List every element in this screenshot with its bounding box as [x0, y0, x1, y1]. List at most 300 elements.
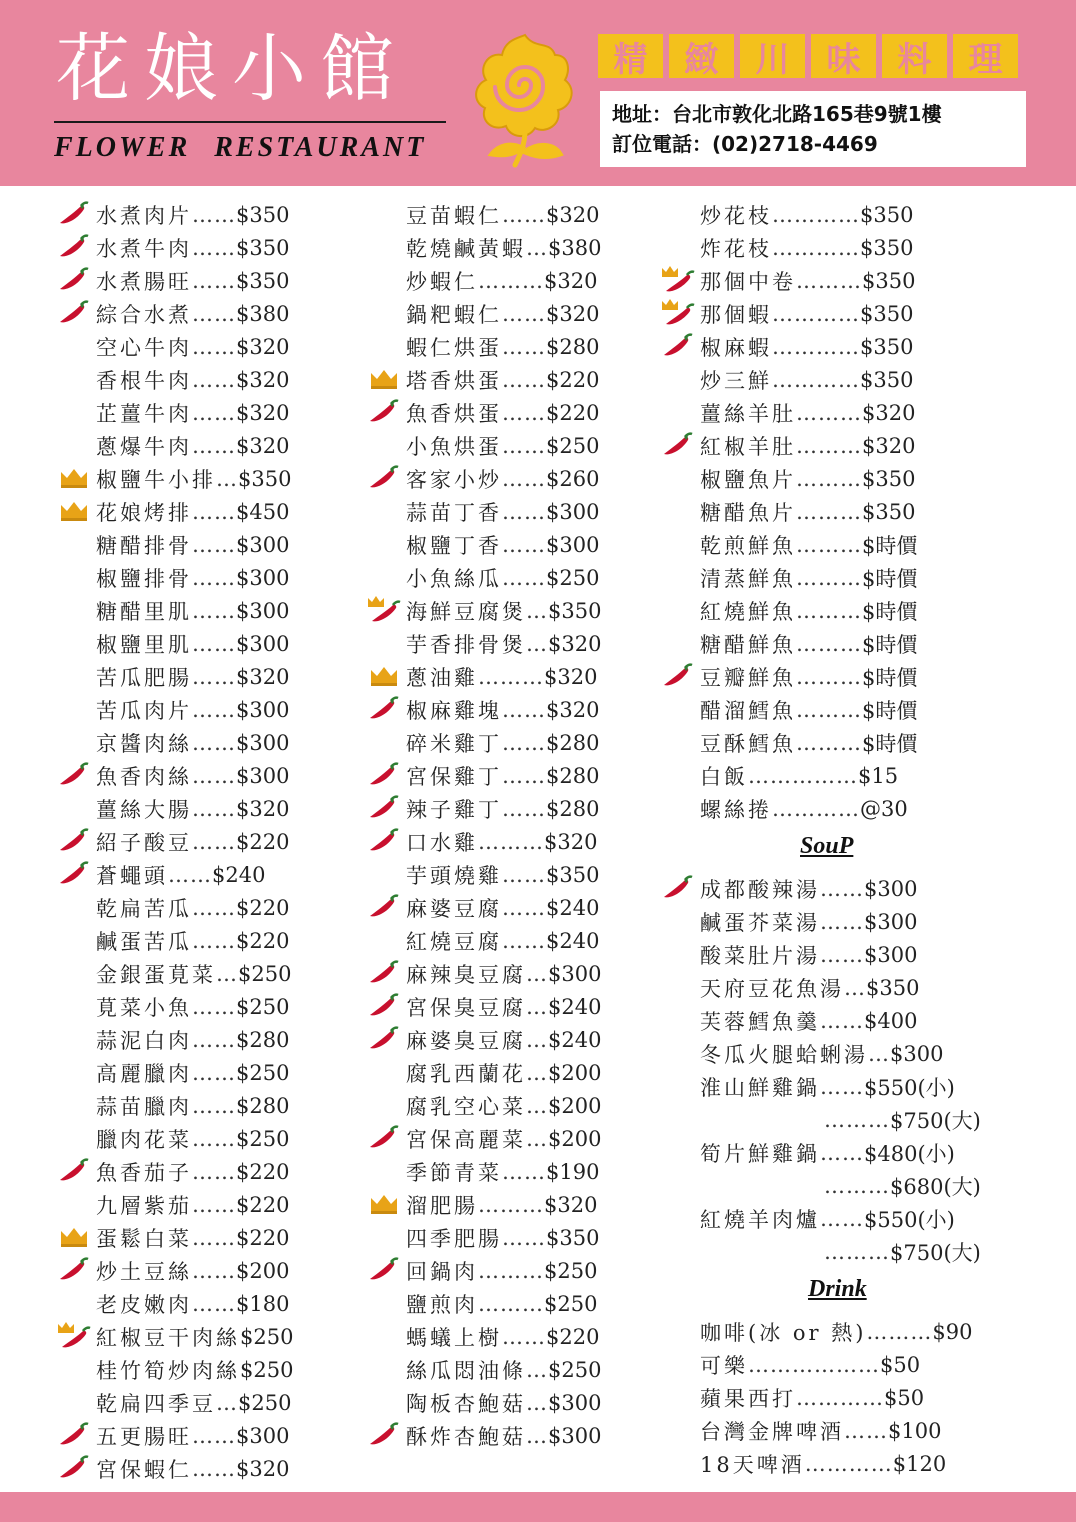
- item-name: 椒鹽排骨: [96, 566, 192, 591]
- leader-dots: ……: [820, 1140, 864, 1165]
- chili-icon: [56, 826, 92, 856]
- item-price: $100: [888, 1418, 942, 1443]
- item-name: 辣子雞丁: [406, 797, 502, 822]
- item-name: 紅燒鮮魚: [700, 599, 796, 624]
- menu-item: [56, 957, 291, 990]
- item-name: 麻婆豆腐: [406, 896, 502, 921]
- leader-dots: ………: [478, 1258, 544, 1283]
- chili-icon: [56, 1156, 92, 1186]
- menu-item: [660, 231, 913, 264]
- leader-dots: …………: [772, 235, 860, 260]
- item-price: $480(小): [864, 1141, 955, 1166]
- menu-item: [56, 561, 289, 594]
- chili-icon: [366, 1420, 402, 1450]
- item-name: 乾煎鮮魚: [700, 533, 796, 558]
- menu-item: [660, 462, 915, 495]
- item-price: $300: [864, 876, 918, 901]
- leader-dots: ……: [502, 862, 546, 887]
- leader-dots: …………: [772, 334, 860, 359]
- leader-dots: ………: [796, 268, 862, 293]
- item-name: 糖醋鮮魚: [700, 632, 796, 657]
- item-name: 豆苗蝦仁: [406, 203, 502, 228]
- leader-dots: ………: [796, 565, 862, 590]
- item-price: $300: [236, 598, 290, 623]
- item-price: $350: [546, 1225, 600, 1250]
- leader-dots: ………: [796, 466, 862, 491]
- item-price: $220: [546, 1324, 600, 1349]
- item-name: 炒蝦仁: [406, 269, 478, 294]
- leader-dots: ……: [192, 598, 236, 623]
- item-price: $400: [864, 1008, 918, 1033]
- item-name: 螞蟻上樹: [406, 1325, 502, 1350]
- item-price: $300: [236, 730, 290, 755]
- item-name: 魚香肉絲: [96, 764, 192, 789]
- leader-dots: ……: [192, 301, 236, 326]
- item-price: @30: [860, 796, 908, 821]
- crown-chili-icon: [660, 298, 696, 328]
- leader-dots: ……: [820, 909, 864, 934]
- menu-item: [366, 1320, 599, 1353]
- crown-chili-icon: [660, 265, 696, 295]
- menu-item: [660, 1004, 917, 1037]
- item-name: 紅椒豆干肉絲: [96, 1325, 240, 1350]
- item-name: 蒼蠅頭: [96, 863, 168, 888]
- leader-dots: ……: [502, 697, 546, 722]
- menu-item: [366, 1023, 601, 1056]
- leader-dots: …: [526, 1126, 548, 1151]
- item-price: $280: [236, 1027, 290, 1052]
- item-price: $260: [546, 466, 600, 491]
- item-name: 金銀蛋莧菜: [96, 962, 216, 987]
- item-price: $300: [236, 1423, 290, 1448]
- menu-item: [56, 1254, 289, 1287]
- leader-dots: ……: [192, 1093, 236, 1118]
- crown-icon: [56, 496, 92, 526]
- item-price: $320: [544, 829, 598, 854]
- menu-item: [660, 1070, 955, 1103]
- item-price: $320: [236, 433, 290, 458]
- menu-item: [660, 1381, 924, 1414]
- crown-icon: [366, 364, 402, 394]
- item-price: $680(大): [890, 1174, 981, 1199]
- leader-dots: ……………: [748, 763, 858, 788]
- item-price: $220: [236, 829, 290, 854]
- leader-dots: ………: [796, 631, 862, 656]
- leader-dots: ……: [192, 400, 236, 425]
- item-name: 碎米雞丁: [406, 731, 502, 756]
- leader-dots: ……: [192, 565, 236, 590]
- menu-item: [366, 297, 599, 330]
- crown-icon: [366, 1189, 402, 1219]
- item-price: $250: [544, 1258, 598, 1283]
- item-price: $250: [238, 961, 292, 986]
- item-name: 苦瓜肉片: [96, 698, 192, 723]
- menu-item: [366, 429, 599, 462]
- item-price: $350: [860, 301, 914, 326]
- leader-dots: ………: [796, 598, 862, 623]
- item-name: 芷薑牛肉: [96, 401, 192, 426]
- chili-icon: [366, 1123, 402, 1153]
- item-price: $320: [546, 697, 600, 722]
- menu-item: [660, 561, 917, 594]
- leader-dots: ……: [502, 400, 546, 425]
- item-price: $250: [544, 1291, 598, 1316]
- item-name: 小魚烘蛋: [406, 434, 502, 459]
- leader-dots: …: [526, 631, 548, 656]
- leader-dots: ……: [192, 829, 236, 854]
- item-name: 香根牛肉: [96, 368, 192, 393]
- item-price: $180: [236, 1291, 290, 1316]
- leader-dots: ……: [502, 499, 546, 524]
- menu-item: [56, 330, 289, 363]
- item-name: 淮山鮮雞鍋: [700, 1075, 820, 1100]
- leader-dots: ……: [502, 1225, 546, 1250]
- item-name: 綜合水煮: [96, 302, 192, 327]
- menu-item: [366, 924, 599, 957]
- item-name: 炒土豆絲: [96, 1259, 192, 1284]
- item-name: 乾扁苦瓜: [96, 896, 192, 921]
- chili-icon: [366, 694, 402, 724]
- item-price: $300: [236, 631, 290, 656]
- item-price: $350: [236, 202, 290, 227]
- item-name: 水煮肉片: [96, 203, 192, 228]
- item-name: 醋溜鱈魚: [700, 698, 796, 723]
- item-name: 天府豆花魚湯: [700, 976, 844, 1001]
- leader-dots: ……: [502, 565, 546, 590]
- crown-chili-icon: [56, 1321, 92, 1351]
- leader-dots: ……: [820, 1074, 864, 1099]
- menu-item: [660, 330, 913, 363]
- leader-dots: ……: [502, 796, 546, 821]
- item-name: 紹子酸豆: [96, 830, 192, 855]
- leader-dots: ……: [192, 631, 236, 656]
- menu-item: [366, 363, 599, 396]
- item-price: $300: [548, 1390, 602, 1415]
- item-name: 口水雞: [406, 830, 478, 855]
- item-name: 成都酸辣湯: [700, 877, 820, 902]
- item-name: 那個中卷: [700, 269, 796, 294]
- chili-icon: [56, 1255, 92, 1285]
- menu-item: [56, 396, 289, 429]
- leader-dots: ……: [502, 730, 546, 755]
- chili-icon: [366, 1024, 402, 1054]
- item-price: $240: [548, 1027, 602, 1052]
- item-name: 季節青菜: [406, 1160, 502, 1185]
- leader-dots: …: [216, 961, 238, 986]
- item-price: $320: [544, 268, 598, 293]
- menu-item: [366, 891, 599, 924]
- leader-dots: ………: [478, 1291, 544, 1316]
- item-price: $時價: [862, 698, 918, 723]
- item-price: $240: [546, 895, 600, 920]
- item-name: 豆瓣鮮魚: [700, 665, 796, 690]
- item-price: $320: [236, 1456, 290, 1481]
- leader-dots: ………: [478, 664, 544, 689]
- item-price: $時價: [862, 665, 918, 690]
- menu-item: [56, 1155, 289, 1188]
- menu-item: [56, 1386, 291, 1419]
- menu-item: [366, 495, 599, 528]
- item-name: 芋頭燒雞: [406, 863, 502, 888]
- menu-item: [366, 1221, 599, 1254]
- item-name: 九層紫茄: [96, 1193, 192, 1218]
- chili-icon: [660, 331, 696, 361]
- leader-dots: ……: [192, 928, 236, 953]
- item-price: $350: [860, 334, 914, 359]
- chili-icon: [56, 199, 92, 229]
- tagline-char: 緻: [669, 34, 734, 78]
- leader-dots: ……: [502, 532, 546, 557]
- leader-dots: …………: [772, 367, 860, 392]
- leader-dots: ……: [192, 664, 236, 689]
- item-price: $220: [546, 367, 600, 392]
- leader-dots: ……: [192, 334, 236, 359]
- item-price: $250: [240, 1324, 294, 1349]
- item-price: $240: [546, 928, 600, 953]
- leader-dots: …: [216, 466, 238, 491]
- leader-dots: ……: [502, 928, 546, 953]
- flower-logo-icon: [470, 30, 580, 170]
- item-name: 酸菜肚片湯: [700, 943, 820, 968]
- item-price: $250: [546, 433, 600, 458]
- crown-icon: [56, 1222, 92, 1252]
- item-name: 糖醋魚片: [700, 500, 796, 525]
- leader-dots: …: [526, 235, 548, 260]
- item-price: $300: [236, 763, 290, 788]
- leader-dots: ……: [192, 1159, 236, 1184]
- leader-dots: ……: [192, 730, 236, 755]
- item-price: $350: [866, 975, 920, 1000]
- item-price: $320: [862, 433, 916, 458]
- item-price: $750(大): [890, 1108, 981, 1133]
- menu-item: [56, 627, 289, 660]
- item-price: $250: [236, 1060, 290, 1085]
- leader-dots: ………: [478, 829, 544, 854]
- item-name: 鍋粑蝦仁: [406, 302, 502, 327]
- menu-item: [660, 396, 915, 429]
- item-name: 水煮腸旺: [96, 269, 192, 294]
- leader-dots: ……: [502, 301, 546, 326]
- leader-dots: ………: [796, 697, 862, 722]
- menu-item: [56, 198, 289, 231]
- menu-item: [366, 1254, 597, 1287]
- menu-item: [660, 759, 898, 792]
- item-price: $350: [548, 598, 602, 623]
- item-name: 乾扁四季豆: [96, 1391, 216, 1416]
- item-name: 魚香烘蛋: [406, 401, 502, 426]
- item-price: $時價: [862, 731, 918, 756]
- title-divider: [54, 121, 446, 123]
- menu-item: [56, 1419, 289, 1452]
- menu-item: [660, 1202, 955, 1235]
- menu-item: [56, 858, 265, 891]
- item-price: $190: [546, 1159, 600, 1184]
- crown-chili-icon: [366, 595, 402, 625]
- item-price: $220: [236, 1192, 290, 1217]
- item-price: $550(小): [864, 1207, 955, 1232]
- contact-box: [600, 91, 1026, 167]
- leader-dots: ……: [192, 235, 236, 260]
- item-name: 高麗臘肉: [96, 1061, 192, 1086]
- menu-item: [56, 462, 291, 495]
- item-name: 回鍋肉: [406, 1259, 478, 1284]
- item-price: $300: [548, 961, 602, 986]
- leader-dots: ……: [192, 268, 236, 293]
- leader-dots: ………: [796, 433, 862, 458]
- chili-icon: [366, 991, 402, 1021]
- leader-dots: …: [526, 1423, 548, 1448]
- item-name: 客家小炒: [406, 467, 502, 492]
- item-price: $200: [548, 1126, 602, 1151]
- menu-item: [660, 938, 917, 971]
- menu-item: [366, 198, 599, 231]
- item-name: 腐乳空心菜: [406, 1094, 526, 1119]
- leader-dots: …………: [804, 1451, 893, 1476]
- tagline-char: 川: [740, 34, 805, 78]
- menu-item: [56, 1452, 289, 1485]
- menu-item: [660, 594, 917, 627]
- leader-dots: …: [526, 1060, 548, 1085]
- item-price: $320: [544, 1192, 598, 1217]
- item-price: $280: [546, 334, 600, 359]
- item-name: 糖醋排骨: [96, 533, 192, 558]
- item-price: $350: [860, 202, 914, 227]
- item-name: 紅燒羊肉爐: [700, 1207, 820, 1232]
- item-name: 蝦仁烘蛋: [406, 335, 502, 360]
- leader-dots: ……: [192, 1258, 236, 1283]
- menu-item: [56, 1089, 289, 1122]
- leader-dots: …………: [772, 796, 860, 821]
- item-price: $320: [546, 202, 600, 227]
- menu-item: [660, 905, 917, 938]
- menu-item: [660, 792, 908, 825]
- menu-item: [56, 297, 289, 330]
- item-price: $時價: [862, 566, 918, 591]
- leader-dots: …: [526, 1390, 548, 1415]
- menu-item: [366, 594, 601, 627]
- item-price: $300: [864, 942, 918, 967]
- leader-dots: ……: [502, 1159, 546, 1184]
- menu-item: [366, 264, 597, 297]
- item-name: 冬瓜火腿蛤蜊湯: [700, 1042, 868, 1067]
- menu-item: [660, 1103, 981, 1136]
- item-name: 水煮牛肉: [96, 236, 192, 261]
- tagline: [598, 34, 1028, 78]
- item-price: $300: [236, 697, 290, 722]
- menu-item: [56, 594, 289, 627]
- leader-dots: ……: [192, 532, 236, 557]
- menu-item: [660, 1235, 981, 1268]
- menu-item: [660, 1414, 941, 1447]
- leader-dots: …………: [772, 202, 860, 227]
- chili-icon: [56, 1453, 92, 1483]
- leader-dots: ………: [478, 1192, 544, 1217]
- menu-item: [366, 660, 597, 693]
- drink-section-title: Drink: [808, 1276, 867, 1302]
- item-price: $220: [236, 1159, 290, 1184]
- menu-item: [660, 1037, 943, 1070]
- menu-item: [56, 1353, 293, 1386]
- item-price: $240: [548, 994, 602, 1019]
- item-price: $220: [236, 1225, 290, 1250]
- leader-dots: …: [526, 961, 548, 986]
- leader-dots: ……: [192, 1225, 236, 1250]
- item-name: 椒鹽魚片: [700, 467, 796, 492]
- menu-item: [366, 231, 601, 264]
- menu-item: [366, 528, 599, 561]
- leader-dots: ……: [192, 1126, 236, 1151]
- leader-dots: ……: [192, 1027, 236, 1052]
- menu-item: [366, 1188, 597, 1221]
- menu-item: [660, 1169, 981, 1202]
- item-price: $300: [546, 499, 600, 524]
- menu-item: [660, 1348, 920, 1381]
- menu-item: [366, 1386, 601, 1419]
- leader-dots: ……: [502, 895, 546, 920]
- menu-item: [56, 990, 289, 1023]
- item-name: 清蒸鮮魚: [700, 566, 796, 591]
- menu-item: [660, 1447, 946, 1480]
- item-name: 豆酥鱈魚: [700, 731, 796, 756]
- chili-icon: [366, 892, 402, 922]
- chili-icon: [366, 463, 402, 493]
- leader-dots: ……: [192, 697, 236, 722]
- item-name: 五更腸旺: [96, 1424, 192, 1449]
- item-name: 紅燒豆腐: [406, 929, 502, 954]
- leader-dots: …: [526, 1027, 548, 1052]
- item-price: $200: [236, 1258, 290, 1283]
- menu-item: [56, 1122, 289, 1155]
- item-name: 薑絲羊肚: [700, 401, 796, 426]
- item-price: $250: [236, 1126, 290, 1151]
- item-name: 紅椒羊肚: [700, 434, 796, 459]
- chili-icon: [660, 430, 696, 460]
- item-price: $320: [548, 631, 602, 656]
- menu-item: [56, 231, 289, 264]
- menu-item: [660, 264, 915, 297]
- item-price: $320: [236, 400, 290, 425]
- leader-dots: …: [526, 1093, 548, 1118]
- item-name: 宮保臭豆腐: [406, 995, 526, 1020]
- menu-item: [660, 971, 919, 1004]
- menu-item: [366, 726, 599, 759]
- leader-dots: ……: [192, 202, 236, 227]
- leader-dots: ……: [192, 895, 236, 920]
- menu-item: [366, 990, 601, 1023]
- menu-item: [56, 660, 289, 693]
- leader-dots: ……: [192, 499, 236, 524]
- menu-item: [56, 924, 289, 957]
- item-name: 腐乳西蘭花: [406, 1061, 526, 1086]
- item-name: 蒜苗臘肉: [96, 1094, 192, 1119]
- item-price: $350: [238, 466, 292, 491]
- item-name: 京醬肉絲: [96, 731, 192, 756]
- item-name: 莧菜小魚: [96, 995, 192, 1020]
- leader-dots: …: [868, 1041, 890, 1066]
- chili-icon: [366, 958, 402, 988]
- chili-icon: [56, 760, 92, 790]
- menu-item: [366, 1089, 601, 1122]
- item-price: $300: [236, 532, 290, 557]
- menu-item: [56, 825, 289, 858]
- leader-dots: ……: [192, 796, 236, 821]
- item-name: 鹹蛋苦瓜: [96, 929, 192, 954]
- chili-icon: [56, 1420, 92, 1450]
- menu-item: [56, 1320, 293, 1353]
- leader-dots: ……: [192, 367, 236, 392]
- leader-dots: ……: [502, 334, 546, 359]
- menu-item: [366, 759, 599, 792]
